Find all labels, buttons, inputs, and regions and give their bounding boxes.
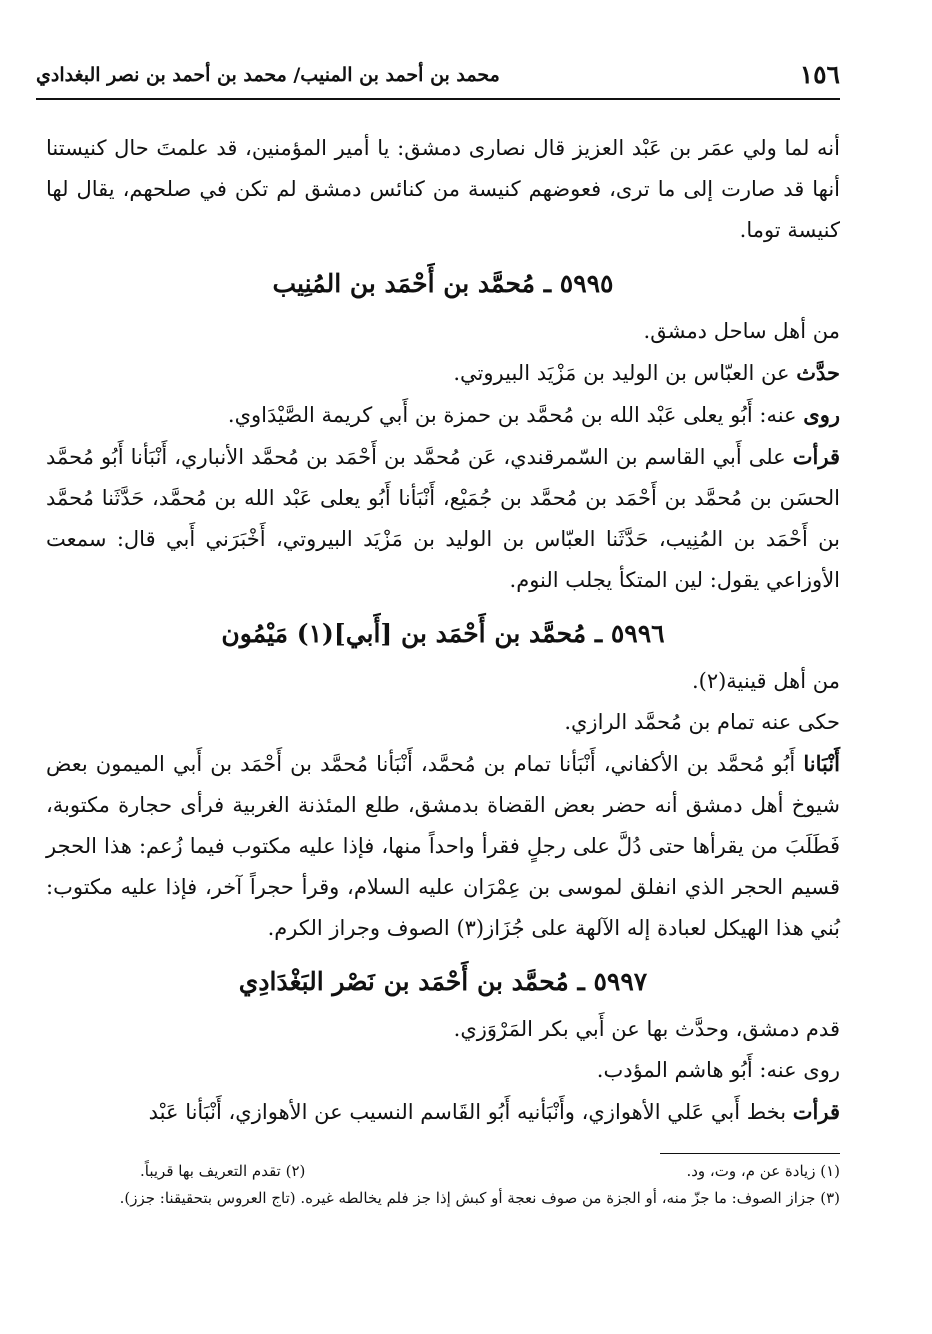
- entry-5997-origin: قدم دمشق، وحدَّث بها عن أَبي بكر المَرْوَزي.: [453, 1017, 840, 1041]
- anba-label: أَنْبَانا: [803, 751, 840, 776]
- entry-heading-5995: ٥٩٩٥ ـ مُحمَّد بن أَحْمَد بن المُنِيب: [272, 269, 614, 298]
- entry-heading-5996: ٥٩٩٦ ـ مُحمَّد بن أَحْمَد بن [أَبي](١) مَيْمُون: [221, 619, 665, 648]
- footnote-row: [140, 1158, 840, 1185]
- main-text: [46, 128, 840, 1133]
- footnote-divider: [660, 1153, 840, 1154]
- entry-5995-qara: [46, 436, 840, 601]
- qara-text: على أَبي القاسم بن السّمرقندي، عَن مُحمَّد بن أَحْمَد بن مُحمَّد الأنباري، أَنْبَأنا أَبُو مُحمَّد الحسَن بن مُحمَّد بن أَحْمَد بن مُحمَّد بن جُمَيْع، أَنْبَأنا أَبُو يعلى عَبْد الله بن مُحمَّد، حَدَّثَنا مُحمَّد بن أَحْمَد بن المُنِيب، حَدَّثَنا العبّاس بن الوليد بن مَزْيَد البيروتي، أَخْبَرَني أَبي قال: سمعت الأوزاعي يقول: لين المتكأ يجلب النوم.: [46, 445, 840, 592]
- rawa-label: روى: [803, 402, 840, 427]
- page-header: [36, 58, 840, 94]
- qara-label: قرأت: [792, 444, 840, 469]
- qara-label-5997: قرأت: [792, 1099, 840, 1124]
- footnotes: [28, 1158, 840, 1212]
- intro-line-1: أنه لما ولي عمَر بن عَبْد العزيز قال نصارى دمشق: يا أمير المؤمنين، قد علمتَ حال: [114, 136, 840, 160]
- page-number: ١٥٦: [799, 60, 840, 89]
- hadith-text: عن العبّاس بن الوليد بن مَزْيَد البيروتي.: [453, 361, 797, 385]
- anba-text: أَبُو مُحمَّد بن الأكفاني، أَنْبَأنا تمام بن مُحمَّد، أَنْبَأنا مُحمَّد بن أَحْمَد بن أَبي الميمون بعض شيوخ أهل دمشق أنه حضر بعض القضاة بدمشق، طلع المئذنة الغربية فرأى حجارة مكتوبة، فَطَلَبَ من يقرأها حتى دُلَّ على رجلٍ فقرأ واحداً منها، فإذا عليه مكتوب فيما زُعم: هذا الحجر قسيم الحجر الذي انفلق لموسى بن عِمْرَان عليه السلام، وقرأ حجراً آخر، فإذا عليه مكتوب: بُني هذا الهيكل لعبادة إله الآلهة على جُزَاز(٣) الصوف وجراز الكرم.: [46, 752, 840, 940]
- running-title: محمد بن أحمد بن المنيب/ محمد بن أحمد بن نصر البغدادي: [36, 64, 500, 86]
- entry-5995-hadith: [46, 352, 840, 394]
- intro-paragraph: [46, 128, 840, 251]
- footnote-1: (١) زيادة عن م، وت، ود.: [686, 1162, 840, 1180]
- entry-5996-origin: من أهل قينية(٢).: [691, 669, 840, 693]
- entry-5996-anba: [46, 743, 840, 949]
- entry-5996-hikaya: حكى عنه تمام بن مُحمَّد الرازي.: [564, 710, 840, 734]
- hadith-label: حدَّث: [796, 360, 840, 385]
- qara-text-5997: بخط أَبي عَلي الأهوازي، وأَنْبَأنيه أَبُو القَاسم النسيب عن الأهوازي، أَنْبَأنا عَبْد: [148, 1100, 793, 1124]
- entry-5997-qara: [46, 1091, 840, 1133]
- footnote-3: (٣) جزاز الصوف: ما جزّ منه، أو الجزة من صوف نعجة أو كبش إذا جز فلم يخالطه غيره. (تاج العروس بتحقيقنا: جزز).: [119, 1189, 840, 1207]
- intro-line-3: يقال لها كنيسة توما.: [46, 177, 840, 242]
- entry-5997-rawa: روى عنه: أَبُو هاشم المؤدب.: [596, 1058, 840, 1082]
- entry-heading-5997: ٥٩٩٧ ـ مُحمَّد بن أَحْمَد بن نَصْر البَغْدَادِي: [238, 967, 648, 996]
- rawa-text: عنه: أَبُو يعلى عَبْد الله بن مُحمَّد بن حمزة بن أَبي كريمة الصَّيْدَاوي.: [227, 403, 804, 427]
- footnote-2: (٢) تقدم التعريف بها قريباً.: [140, 1162, 306, 1180]
- header-divider: [36, 98, 840, 100]
- intro-line-2: كنيستنا أنها قد صارت إلى ما ترى، فعوضهم كنيسة من كنائس دمشق لم تكن في صلحهم،: [46, 136, 840, 201]
- entry-5995-origin: من أهل ساحل دمشق.: [643, 319, 840, 343]
- entry-5995-rawa: [46, 394, 840, 436]
